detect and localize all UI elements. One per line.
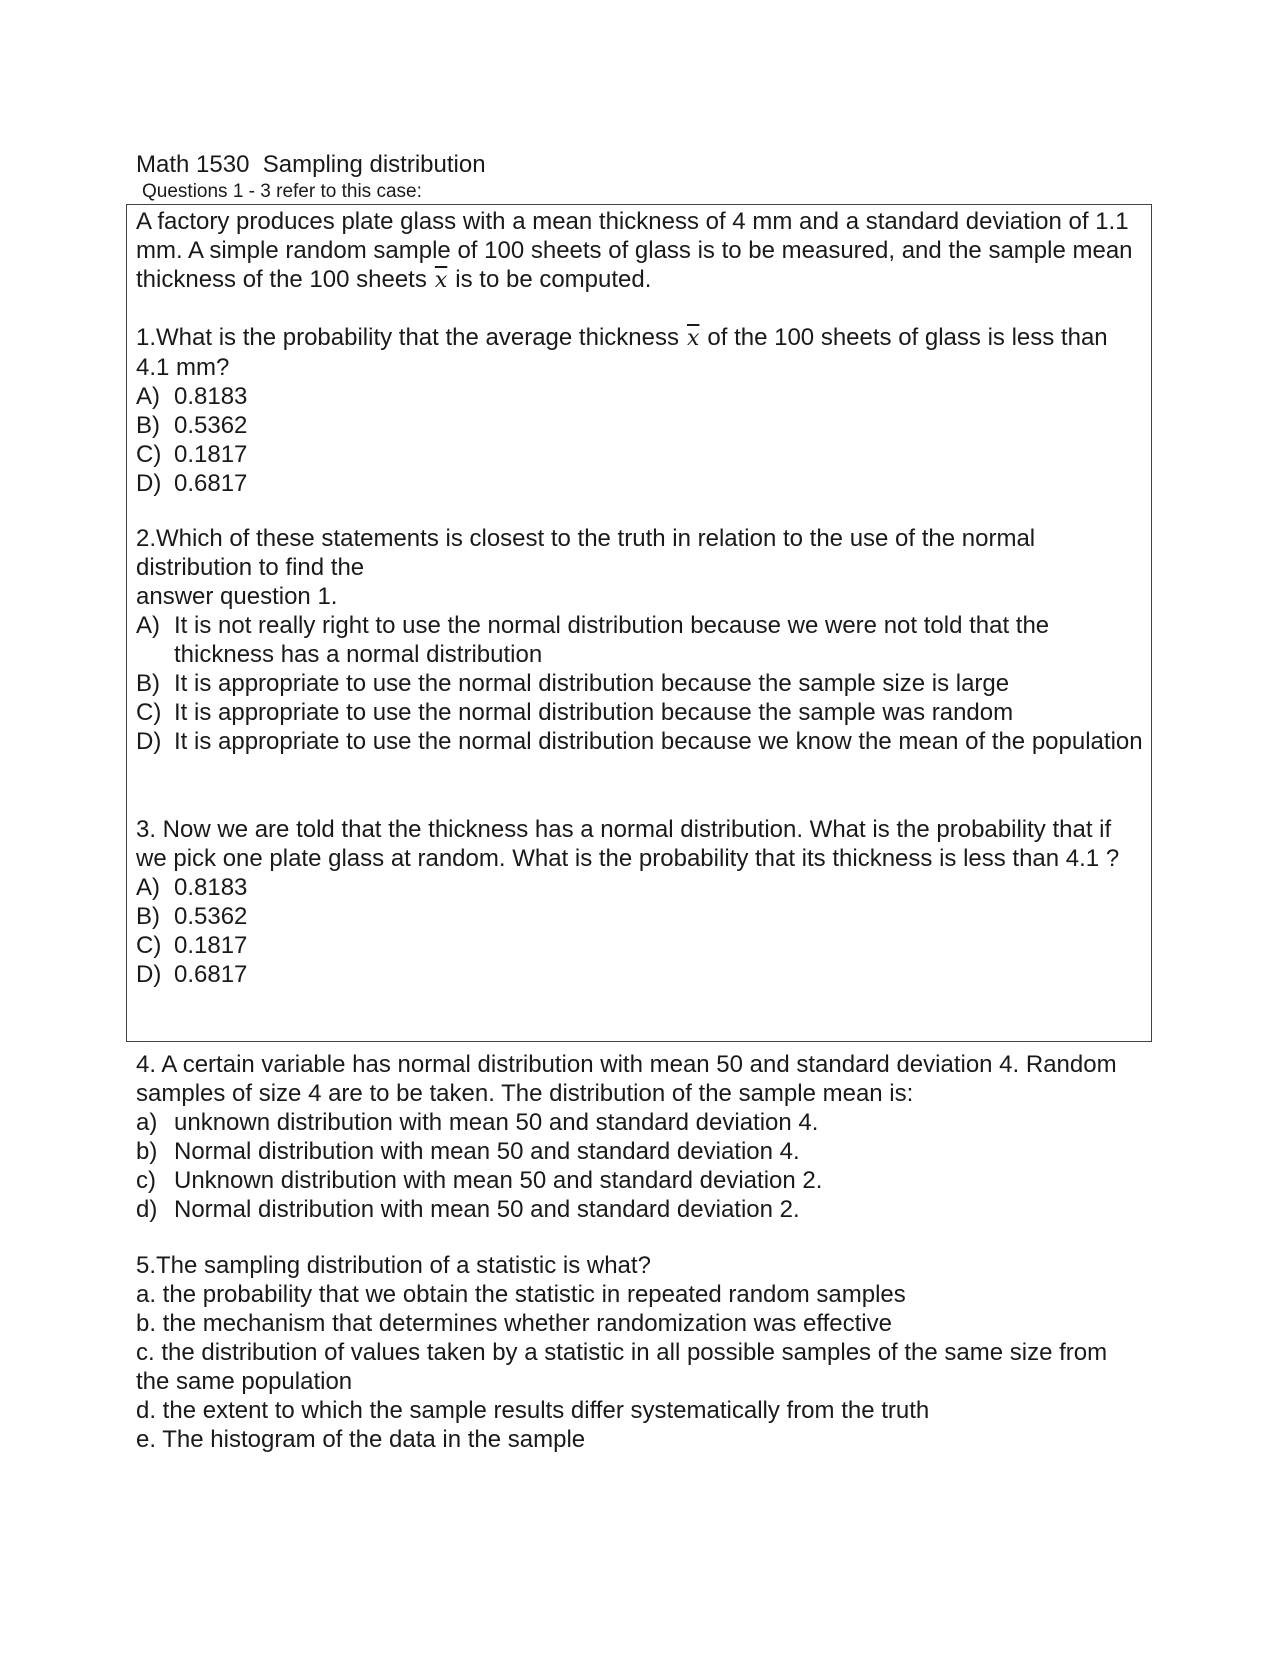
question-1-text: 1.What is the probability that the average thickness $\overline{x}$ of the 100 sheets of glass is less than 4.1 mm? xyxy=(136,324,1108,381)
xbar-symbol: $\overline{x}$ xyxy=(434,268,448,293)
question-4-option: c) Unknown distribution with mean 50 and standard deviation 2. xyxy=(136,1167,823,1194)
question-2-text-continued: answer question 1. xyxy=(136,583,338,610)
question-5-option: a. the probability that we obtain the statistic in repeated random samples xyxy=(136,1281,906,1308)
question-3-option: B) 0.5362 xyxy=(136,903,248,930)
question-2-option: D) It is appropriate to use the normal distribution because we know the mean of the population xyxy=(136,728,1143,755)
question-3-text: 3. Now we are told that the thickness has a normal distribution. What is the probability that if we pick one plate glass at random. What is the probability that its thickness is less than 4.1 ? xyxy=(136,816,1120,872)
question-1 xyxy=(136,323,1146,498)
question-4-option: a) unknown distribution with mean 50 and standard deviation 4. xyxy=(136,1109,819,1136)
question-1-option: A) 0.8183 xyxy=(136,383,248,410)
question-5-option: b. the mechanism that determines whether randomization was effective xyxy=(136,1310,892,1337)
question-2-option: C) It is appropriate to use the normal distribution because the sample was random xyxy=(136,699,1014,726)
case-reference-note: Questions 1 - 3 refer to this case: xyxy=(142,181,422,202)
question-2-text: 2.Which of these statements is closest to the truth in relation to the use of the normal distribution to find the xyxy=(136,525,1036,581)
question-3-option: C) 0.1817 xyxy=(136,932,248,959)
question-4-text: 4. A certain variable has normal distribution with mean 50 and standard deviation 4. Random samples of size 4 are to be taken. The distribution of the sample mean is: xyxy=(136,1051,1117,1107)
question-3-option: D) 0.6817 xyxy=(136,961,248,988)
question-5-option: e. The histogram of the data in the sample xyxy=(136,1426,586,1453)
case-intro xyxy=(136,207,1146,295)
question-1-option: D) 0.6817 xyxy=(136,470,248,497)
question-4 xyxy=(136,1050,1146,1224)
xbar-symbol: $\overline{x}$ xyxy=(686,326,700,351)
question-5-option: d. the extent to which the sample results differ systematically from the truth xyxy=(136,1397,930,1424)
question-3-option: A) 0.8183 xyxy=(136,874,248,901)
question-5 xyxy=(136,1251,1146,1454)
question-3 xyxy=(136,815,1146,989)
question-2 xyxy=(136,524,1146,756)
question-1-option: C) 0.1817 xyxy=(136,441,248,468)
question-5-option: c. the distribution of values taken by a statistic in all possible samples of the same size from the same population xyxy=(136,1339,1108,1395)
document-title: Math 1530 Sampling distribution xyxy=(136,151,486,178)
case-intro-text: A factory produces plate glass with a mean thickness of 4 mm and a standard deviation of 1.1 mm. A simple random sample of 100 sheets of glass is to be measured, and the sample mean thickness of the 100 sheets $\overline{x}$ is to be computed. xyxy=(136,208,1133,293)
question-4-option: d) Normal distribution with mean 50 and standard deviation 2. xyxy=(136,1196,800,1223)
question-1-option: B) 0.5362 xyxy=(136,412,248,439)
question-2-option: A) It is not really right to use the normal distribution because we were not told that the thickness has a normal distribution xyxy=(136,612,1050,668)
question-5-text: 5.The sampling distribution of a statistic is what? xyxy=(136,1252,651,1279)
question-4-option: b) Normal distribution with mean 50 and standard deviation 4. xyxy=(136,1138,800,1165)
question-2-option: B) It is appropriate to use the normal distribution because the sample size is large xyxy=(136,670,1010,697)
